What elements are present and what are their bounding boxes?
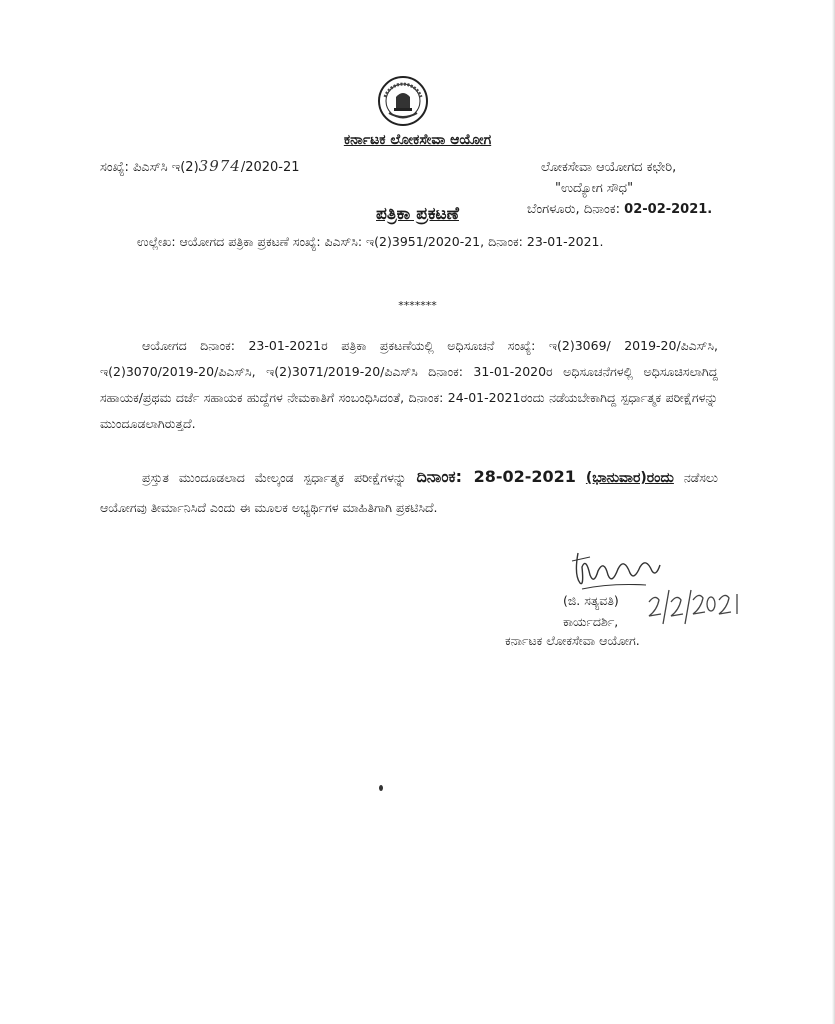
handwritten-number: 3974 bbox=[198, 157, 241, 175]
exam-day: (ಭಾನುವಾರ)ರಂದು bbox=[585, 470, 674, 486]
reference-suffix: /2020-21 bbox=[240, 160, 300, 175]
signatory-organization: ಕರ್ನಾಟಕ ಲೋಕಸೇವಾ ಆಯೋಗ. bbox=[505, 633, 640, 648]
exam-date-label: ದಿನಾಂಕ: bbox=[416, 467, 474, 486]
reference-number bbox=[100, 157, 300, 175]
reference-prefix: ಸಂಖ್ಯೆ: ಪಿಎಸ್‌ಸಿ ಇ(2) bbox=[100, 160, 199, 175]
office-line-2: "ಉದ್ಯೋಗ ಸೌಧ" bbox=[555, 181, 634, 196]
signatory-name: (ಜಿ. ಸತ್ಯವತಿ) bbox=[563, 593, 619, 608]
scan-speck bbox=[379, 785, 383, 791]
separator: ******* bbox=[398, 299, 437, 312]
exam-date: 28-02-2021 bbox=[473, 467, 576, 486]
office-line-1: ಲೋಕಸೇವಾ ಆಯೋಗದ ಕಛೇರಿ, bbox=[541, 160, 677, 175]
paragraph-1: ಆಯೋಗದ ದಿನಾಂಕ: 23-01-2021ರ ಪತ್ರಿಕಾ ಪ್ರಕಟಣೆಯಲ್ಲಿ ಅಧಿಸೂಚನೆ ಸಂಖ್ಯೆ: ಇ(2)3069/ 2019-20/ಪಿಎಸ್‌ಸಿ, ಇ(2)3070/2019-20/ಪಿಎಸ್‌ಸಿ, ಇ(2)3071/2019-20/ಪಿಎಸ್‌ಸಿ ದಿನಾಂಕ: 31-01-2020ರ ಅಧಿಸೂಚನೆಗಳಲ್ಲಿ ಅಧಿಸೂಚಿಸಲಾಗಿದ್ದ ಸಹಾಯಕ/ಪ್ರಥಮ ದರ್ಜೆ ಸಹಾಯಕ ಹುದ್ದೆಗಳ ನೇಮಕಾತಿಗೆ ಸಂಬಂಧಿಸಿದಂತೆ, ದಿನಾಂಕ: 24-01-2021ರಂದು ನಡೆಯಬೇಕಾಗಿದ್ದ ಸ್ಪರ್ಧಾತ್ಮಕ ಪರೀಕ್ಷೆಗಳನ್ನು ಮುಂದೂಡಲಾಗಿರುತ್ತದೆ. bbox=[100, 338, 718, 431]
kpsc-emblem-icon bbox=[377, 75, 429, 127]
paragraph-2 bbox=[100, 462, 718, 523]
organization-title: ಕರ್ನಾಟಕ ಲೋಕಸೇವಾ ಆಯೋಗ bbox=[343, 132, 492, 148]
reference-line: ಉಲ್ಲೇಖ: ಆಯೋಗದ ಪತ್ರಿಕಾ ಪ್ರಕಟಣೆ ಸಂಖ್ಯೆ: ಪಿಎಸ್‌ಸಿ: ಇ(2)3951/2020-21, ದಿನಾಂಕ: 23-01-2021. bbox=[137, 234, 604, 249]
place-date-prefix: ಬೆಂಗಳೂರು, ದಿನಾಂಕ: bbox=[527, 202, 625, 217]
paragraph-2-tail: ನಡೆಸಲು ಆಯೋಗವು ತೀರ್ಮಾನಿಸಿದೆ ಎಂದು ಈ ಮೂಲಕ ಅಭ್ಯರ್ಥಿಗಳ ಮಾಹಿತಿಗಾಗಿ ಪ್ರಕಟಿಸಿದೆ. bbox=[100, 470, 718, 515]
press-release-title: ಪತ್ರಿಕಾ ಪ್ರಕಟಣೆ bbox=[376, 204, 459, 224]
issue-date: 02-02-2021. bbox=[624, 202, 713, 217]
handwritten-date bbox=[645, 580, 745, 630]
paragraph-2-lead: ಪ್ರಸ್ತುತ ಮುಂದೂಡಲಾದ ಮೇಲ್ಕಂಡ ಸ್ಪರ್ಧಾತ್ಮಕ ಪರೀಕ್ಷೆಗಳನ್ನು bbox=[142, 470, 417, 485]
signatory-designation: ಕಾರ್ಯದರ್ಶಿ, bbox=[563, 614, 619, 629]
